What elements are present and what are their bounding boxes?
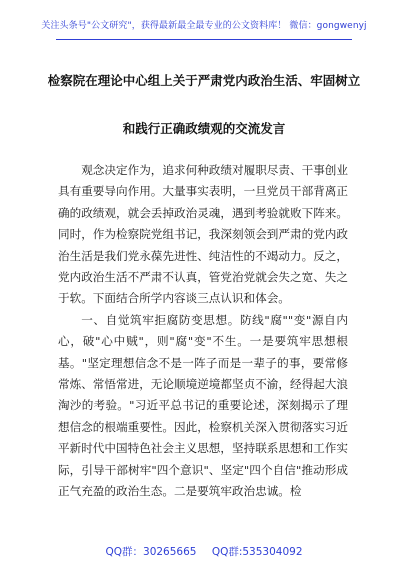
header-divider	[56, 39, 352, 40]
footer-qq-group-2: QQ群:535304092	[211, 546, 303, 558]
header-banner: 关注头条号"公文研究"，获得最新最全最专业的公文资料库！ 微信：gongwenyj	[41, 21, 367, 31]
paragraph-1: 观念决定作为，追求何种政绩对履职尽责、干事创业具有重要导向作用。大量事实表明，一旦党员干部背离正确的政绩观，就会丢掉政治灵魂，遇到考验就败下阵来。同时，作为检察院党组书记，我深刻领会到严肃的党内政治生活是我们党永葆先进性、纯洁性的不竭动力。反之，党内政治生活不严肃不认真，管党治党就会失之宽、失之于软。下面结合所学内容谈三点认识和体会。	[58, 163, 348, 306]
footer	[0, 544, 408, 559]
paragraph-2: 一、自觉筑牢拒腐防变思想。防线"腐""变"源自内心，破"心中贼"，则"腐"变"不生。一是要筑牢思想根基。"坚定理想信念不是一阵子而是一辈子的事，要常修常炼、常悟常进，无论顺境逆境都坚贞不渝，经得起大浪淘沙的考验。"习近平总书记的重要论述，深刻揭示了理想信念的根端重要性。因此，检察机关深入贯彻落实习近平新时代中国特色社会主义思想，坚持联系思想和工作实际，引导干部树牢"四个意识"、坚定"四个自信"推动形成正气充盈的政治生态。二是要筑牢政治忠诚。检	[58, 312, 348, 499]
footer-qq-group-1: QQ群：30265665	[105, 546, 197, 558]
document-title-line-1: 检察院在理论中心组上关于严肃党内政治生活、牢固树立	[47, 73, 361, 88]
document-title-line-2: 和践行正确政绩观的交流发言	[122, 121, 286, 136]
document-body	[58, 160, 348, 503]
